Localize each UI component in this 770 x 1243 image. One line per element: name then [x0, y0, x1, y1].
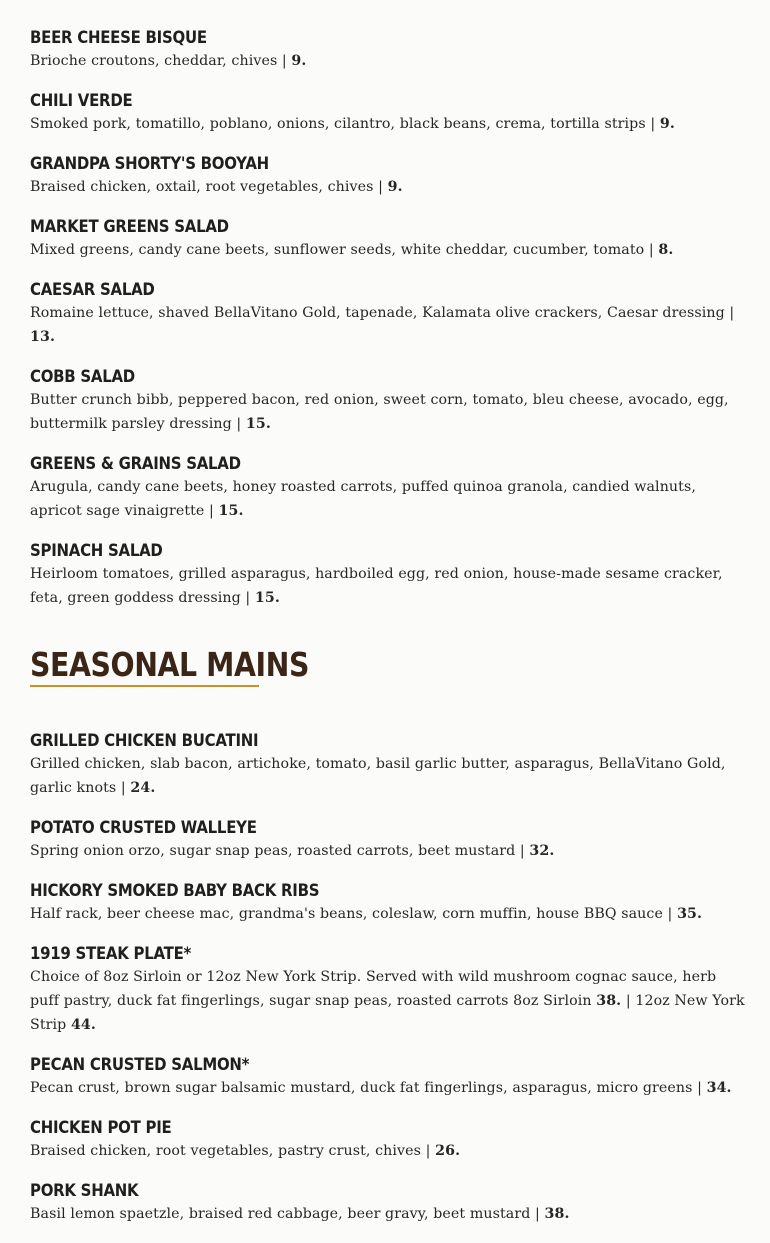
item-name: CHILI VERDE: [30, 91, 133, 111]
heading-underline: [30, 685, 259, 687]
seasonal-mains-section: [30, 730, 745, 1243]
item-description: [30, 175, 745, 199]
item-name: 1919 STEAK PLATE*: [30, 944, 192, 964]
item-desc-text: Pecan crust, brown sugar balsamic mustard, duck fat fingerlings, asparagus, micro greens |: [30, 1080, 707, 1096]
item-price: 32.: [529, 843, 555, 859]
item-desc-text: Smoked pork, tomatillo, poblano, onions, cilantro, black beans, crema, tortilla strips |: [30, 116, 660, 132]
item-description: [30, 839, 745, 863]
menu-item: [30, 216, 745, 262]
item-description: [30, 562, 745, 610]
item-desc-text: Mixed greens, candy cane beets, sunflower seeds, white cheddar, cucumber, tomato |: [30, 242, 659, 258]
item-name: GREENS & GRAINS SALAD: [30, 454, 241, 474]
menu-item: [30, 817, 745, 863]
item-description: [30, 475, 745, 523]
item-price: 9.: [659, 116, 675, 132]
item-price: 13.: [30, 329, 55, 345]
item-name: COBB SALAD: [30, 367, 135, 387]
item-price: 34.: [706, 1080, 732, 1096]
item-name: SPINACH SALAD: [30, 541, 163, 561]
item-desc-text: Basil lemon spaetzle, braised red cabbage, beer gravy, beet mustard |: [30, 1206, 545, 1222]
item-description: [30, 1076, 745, 1100]
menu-item: [30, 366, 745, 436]
item-desc-text: Braised chicken, oxtail, root vegetables, chives |: [30, 179, 388, 195]
item-name: GRILLED CHICKEN BUCATINI: [30, 731, 259, 751]
menu-item: [30, 540, 745, 610]
item-description: [30, 301, 745, 349]
item-desc-text: Heirloom tomatoes, grilled asparagus, hardboiled egg, red onion, house-made sesame cracker, feta, green goddess dressing |: [30, 566, 723, 606]
item-name: HICKORY SMOKED BABY BACK RIBS: [30, 881, 320, 901]
item-desc-text: Half rack, beer cheese mac, grandma's beans, coleslaw, corn muffin, house BBQ sauce |: [30, 906, 678, 922]
menu-item: [30, 1054, 745, 1100]
item-name: CAESAR SALAD: [30, 280, 155, 300]
item-name: POTATO CRUSTED WALLEYE: [30, 818, 257, 838]
item-description: [30, 902, 745, 926]
item-desc-text-2: | 12oz New York Strip: [30, 993, 745, 1033]
item-description: [30, 965, 745, 1037]
item-price: 15.: [254, 590, 280, 606]
item-price: 24.: [130, 780, 156, 796]
item-name: CHICKEN POT PIE: [30, 1118, 172, 1138]
item-name: MARKET GREENS SALAD: [30, 217, 229, 237]
item-price: 9.: [387, 179, 403, 195]
item-price: 8.: [658, 242, 674, 258]
item-description: [30, 49, 745, 73]
menu-item: [30, 1117, 745, 1163]
item-desc-text: Braised chicken, root vegetables, pastry crust, chives |: [30, 1143, 436, 1159]
section-heading-block: [30, 645, 354, 685]
item-desc-text: Grilled chicken, slab bacon, artichoke, tomato, basil garlic butter, asparagus, BellaVitano Gold, garlic knots |: [30, 756, 726, 796]
menu-item: [30, 730, 745, 800]
item-desc-text: Choice of 8oz Sirloin or 12oz New York Strip. Served with wild mushroom cognac sauce, herb puff pastry, duck fat fingerlings, sugar snap peas, roasted carrots 8oz Sirloin: [30, 969, 717, 1009]
menu-item: [30, 90, 745, 136]
item-name: PORK SHANK: [30, 1181, 139, 1201]
item-price: 38.: [544, 1206, 570, 1222]
item-description: [30, 112, 745, 136]
item-price: 26.: [435, 1143, 461, 1159]
item-price-2: 44.: [70, 1017, 96, 1033]
menu-item: [30, 279, 745, 349]
menu-item: [30, 453, 745, 523]
item-description: [30, 1139, 745, 1163]
section-heading: SEASONAL MAINS: [30, 645, 309, 684]
menu-item: [30, 943, 745, 1037]
item-name: BEER CHEESE BISQUE: [30, 28, 207, 48]
menu-item: [30, 153, 745, 199]
item-desc-text: Butter crunch bibb, peppered bacon, red onion, sweet corn, tomato, bleu cheese, avocado, egg, buttermilk parsley dressing |: [30, 392, 729, 432]
item-price: 9.: [291, 53, 307, 69]
menu-item: [30, 1180, 745, 1226]
item-name: PECAN CRUSTED SALMON*: [30, 1055, 250, 1075]
item-desc-text: Romaine lettuce, shaved BellaVitano Gold, tapenade, Kalamata olive crackers, Caesar dressing |: [30, 305, 735, 321]
item-price: 15.: [245, 416, 271, 432]
item-desc-text: Arugula, candy cane beets, honey roasted carrots, puffed quinoa granola, candied walnuts, apricot sage vinaigrette |: [30, 479, 696, 519]
item-price: 38.: [596, 993, 622, 1009]
item-description: [30, 238, 745, 262]
item-description: [30, 752, 745, 800]
item-price: 35.: [677, 906, 703, 922]
menu-item: [30, 880, 745, 926]
menu-item: [30, 27, 745, 73]
item-name: GRANDPA SHORTY'S BOOYAH: [30, 154, 269, 174]
item-desc-text: Brioche croutons, cheddar, chives |: [30, 53, 292, 69]
starters-section: [30, 27, 745, 627]
item-description: [30, 388, 745, 436]
item-price: 15.: [218, 503, 244, 519]
item-description: [30, 1202, 745, 1226]
item-desc-text: Spring onion orzo, sugar snap peas, roasted carrots, beet mustard |: [30, 843, 530, 859]
